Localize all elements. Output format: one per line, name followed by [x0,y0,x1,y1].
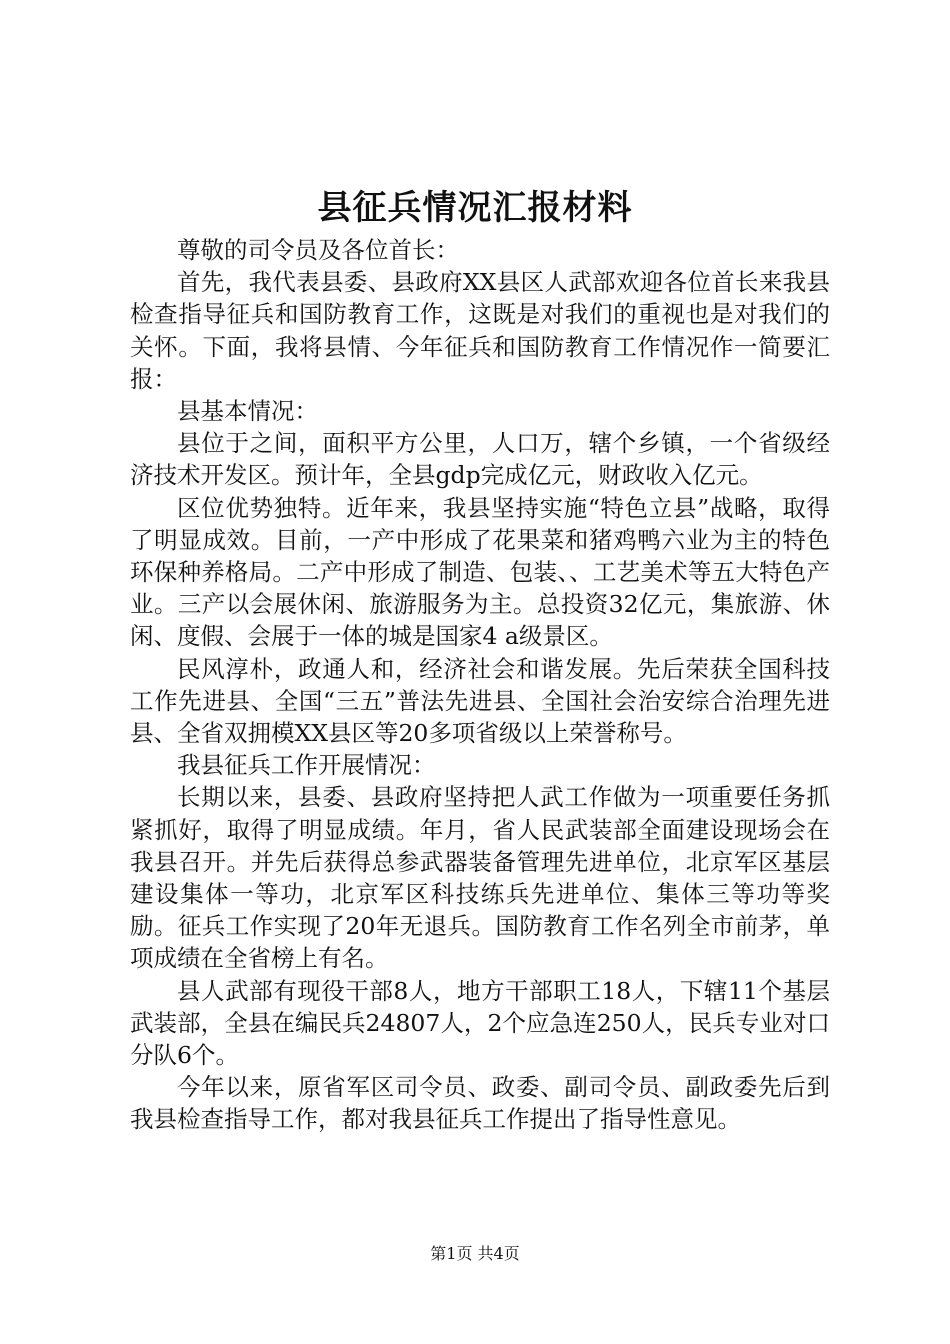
paragraph-intro: 首先，我代表县委、县政府XX县区人武部欢迎各位首长来我县检查指导征兵和国防教育工作，这既是对我们的重视也是对我们的关怀。下面，我将县情、今年征兵和国防教育工作情况作一简要汇报： [130,268,830,393]
paragraph-salutation: 尊敬的司令员及各位首长： [177,236,459,264]
paragraph-advantages: 区位优势独特。近年来，我县坚持实施“特色立县”战略，取得了明显成效。目前，一产中形成了花果菜和猪鸡鸭六业为主的特色环保种养格局。二产中形成了制造、包装、、工艺美术等五大特色产业。三产以会展休闲、旅游服务为主。总投资32亿元，集旅游、休闲、度假、会展于一体的城是国家4 a级景区。 [130,493,830,651]
document-body [130,234,830,1136]
paragraph-personnel: 县人武部有现役干部8人，地方干部职工18人，下辖11个基层武装部，全县在编民兵24807人，2个应急连250人，民兵专业对口分队6个。 [130,976,830,1070]
section-heading-basic: 县基本情况： [177,397,318,426]
paragraph-location: 县位于之间，面积平方公里，人口万，辖个乡镇，一个省级经济技术开发区。预计年，全县gdp完成亿元，财政收入亿元。 [130,429,830,490]
page-footer: 第1页 共4页 [430,1244,520,1263]
paragraph-inspections: 今年以来，原省军区司令员、政委、副司令员、副政委先后到我县检查指导工作，都对我县征兵工作提出了指导性意见。 [130,1073,830,1134]
paragraph-honors: 民风淳朴，政通人和，经济社会和谐发展。先后荣获全国科技工作先进县、全国“三五”普法先进县、全国社会治安综合治理先进县、全省双拥模XX县区等20多项省级以上荣誉称号。 [130,654,830,748]
paragraph-achievements: 长期以来，县委、县政府坚持把人武工作做为一项重要任务抓紧抓好，取得了明显成绩。年月，省人民武装部全面建设现场会在我县召开。并先后获得总参武器装备管理先进单位，北京军区基层建设集体一等功，北京军区科技练兵先进单位、集体三等功等奖励。征兵工作实现了20年无退兵。国防教育工作名列全市前茅，单项成绩在全省榜上有名。 [130,783,830,973]
section-heading-recruitment: 我县征兵工作开展情况： [177,751,436,780]
document-title: 县征兵情况汇报材料 [317,188,633,228]
